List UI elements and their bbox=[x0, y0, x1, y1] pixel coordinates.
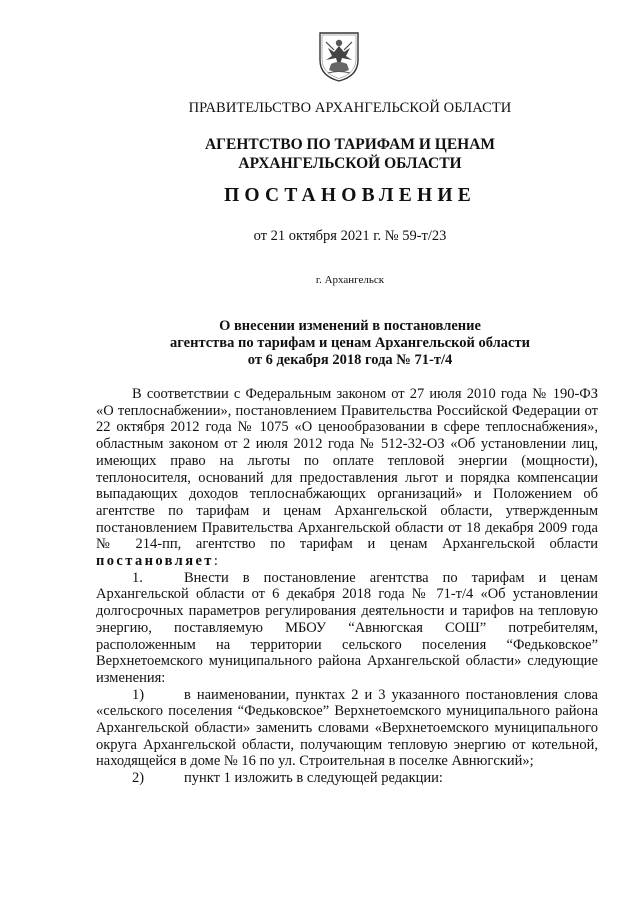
subitem-1-text: в наименовании, пунктах 2 и 3 указанного постановления слова «сельского поселения “Федьковское” Верхнетоемского муниципального района Архангельской области» заменить словами «Верхнетоемского муниципального округа Архангельской области, получающим тепловую энергию от котельной, находящейся в доме № 16 по ул. Строительная в поселке Авнюгский»; bbox=[96, 686, 598, 770]
government-name: ПРАВИТЕЛЬСТВО АРХАНГЕЛЬСКОЙ ОБЛАСТИ bbox=[188, 100, 512, 116]
document-subject bbox=[60, 318, 640, 369]
subitem-2-text: пункт 1 изложить в следующей редакции: bbox=[184, 770, 443, 787]
preamble-text: В соответствии с Федеральным законом от 27 июля 2010 года № 190-ФЗ «О теплоснабжении», постановлением Правительства Российской Федерации от 22 октября 2012 года № 1075 «О ценообразовании в сфере теплоснабжения», областным законом от 2 июля 2012 года № 512-32-ОЗ «Об установлении лиц, имеющих право на льготы по оплате тепловой энергии (мощности), теплоносителя, оснований для предоставления льгот и порядка компенсации выпадающих доходов теплоснабжающих организаций» и Положением об агентстве по тарифам и ценам Архангельской области, утвержденным постановлением Правительства Архангельской области от 18 декабря 2009 года № 214-пп, агентство по тарифам и ценам Архангельской области bbox=[96, 386, 598, 553]
item-1-paragraph bbox=[96, 570, 598, 687]
item-1-text: Внести в постановление агентства по тарифам и ценам Архангельской области от 6 декабря 2018 года № 71-т/4 «Об установлении долгосрочных параметров регулирования деятельности и тарифов на тепловую энергию, поставляемую МБОУ “Авнюгская СОШ” потребителям, расположенным на территории сельского поселения “Федьковское” Верхнетоемского муниципального района Архангельской области» следующие изменения: bbox=[96, 569, 598, 686]
document-type: ПОСТАНОВЛЕНИЕ bbox=[224, 185, 476, 206]
subitem-2-number: 2) bbox=[132, 770, 145, 787]
coat-of-arms-emblem bbox=[314, 30, 364, 82]
resolves-word: постановляет bbox=[96, 553, 214, 570]
item-1-number: 1. bbox=[132, 569, 143, 586]
subitem-1-paragraph bbox=[96, 687, 598, 771]
subitem-2-paragraph bbox=[96, 770, 598, 787]
agency-name-line2: АРХАНГЕЛЬСКОЙ ОБЛАСТИ bbox=[238, 155, 462, 172]
subitem-1-number: 1) bbox=[132, 686, 145, 703]
resolves-colon: : bbox=[213, 553, 218, 570]
preamble-paragraph bbox=[96, 386, 598, 570]
agency-name-line1: АГЕНТСТВО ПО ТАРИФАМ И ЦЕНАМ bbox=[204, 136, 496, 153]
document-city: г. Архангельск bbox=[315, 274, 385, 286]
document-body bbox=[96, 386, 598, 787]
subject-line3: от 6 декабря 2018 года № 71-т/4 bbox=[247, 352, 453, 368]
subject-line2: агентства по тарифам и ценам Архангельской области bbox=[170, 335, 530, 351]
agency-name bbox=[60, 135, 640, 173]
document-date-number: от 21 октября 2021 г. № 59-т/23 bbox=[253, 228, 447, 244]
subject-line1: О внесении изменений в постановление bbox=[219, 318, 481, 334]
